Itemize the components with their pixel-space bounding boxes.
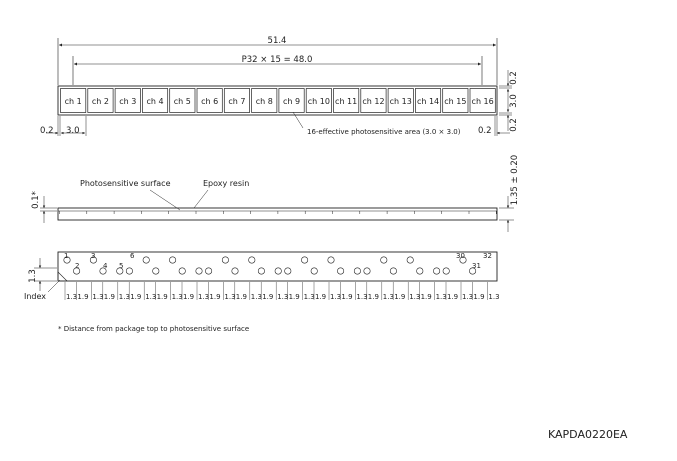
pitch-value: 1.9 (262, 293, 274, 301)
electrode-pad (364, 268, 370, 274)
element-width-label: 3.0 (66, 126, 80, 136)
bottom-height-label: 1.3 (28, 269, 38, 283)
pitch-value: 1.3 (330, 293, 342, 301)
epoxy-resin-label: Epoxy resin (203, 179, 250, 188)
pitch-value: 1.3 (224, 293, 236, 301)
channel-label: ch 1 (64, 97, 82, 106)
electrode-pad (285, 268, 291, 274)
channel-label: ch 15 (444, 97, 467, 106)
channel-element (279, 89, 304, 113)
package-outline-bottom (58, 252, 497, 281)
pitch-value: 1.3 (303, 293, 315, 301)
pitch-value: 1.9 (156, 293, 168, 301)
right-bottom-label: 0.2 (509, 118, 519, 132)
pin-number-2: 2 (75, 262, 80, 270)
channel-label: ch 11 (335, 97, 358, 106)
electrode-pad (169, 257, 175, 263)
electrode-pad (354, 268, 360, 274)
pin-number-31: 31 (472, 262, 481, 270)
pitch-value: 1.9 (288, 293, 300, 301)
electrode-pad (337, 268, 343, 274)
channel-label: ch 16 (471, 97, 494, 106)
package-side-outline (58, 208, 497, 220)
electrode-pad (153, 268, 159, 274)
pitch-value: 1.9 (183, 293, 195, 301)
channel-label: ch 9 (282, 97, 301, 106)
photosensitive-leader (150, 190, 180, 210)
channel-label: ch 2 (91, 97, 110, 106)
electrode-pad (443, 268, 449, 274)
right-top-label: 0.2 (509, 71, 519, 85)
electrode-pad (417, 268, 423, 274)
pitch-value: 1.9 (341, 293, 353, 301)
channel-label: ch 7 (228, 97, 246, 106)
bottom-view (24, 252, 500, 301)
electrode-pad (249, 257, 255, 263)
channel-label: ch 13 (389, 97, 412, 106)
right-margin-label: 0.2 (478, 126, 492, 136)
pitch-value: 1.9 (315, 293, 327, 301)
channel-element (361, 89, 386, 113)
channel-label: ch 6 (201, 97, 219, 106)
photosensitive-surface-label: Photosensitive surface (80, 179, 171, 188)
channel-element (224, 89, 249, 113)
pitch-value: 1.3 (435, 293, 447, 301)
pin-number-32: 32 (483, 252, 492, 260)
index-mark (58, 272, 67, 281)
channel-element (470, 89, 495, 113)
electrode-pad (390, 268, 396, 274)
channel-element (61, 89, 86, 113)
channel-element (334, 89, 359, 113)
channel-element (443, 89, 468, 113)
channel-label: ch 10 (307, 97, 330, 106)
pitch-value: 1.9 (103, 293, 115, 301)
electrode-pad (433, 268, 439, 274)
effective-area-leader (293, 112, 303, 128)
pin-number-30: 30 (456, 252, 465, 260)
pitch-value: 1.3 (118, 293, 130, 301)
channel-element (252, 89, 277, 113)
pitch-value: 1.3 (462, 293, 474, 301)
channel-label: ch 4 (146, 97, 164, 106)
electrode-pad (258, 268, 264, 274)
pitch-value: 1.3 (198, 293, 210, 301)
pitch-value: 1.9 (367, 293, 379, 301)
pitch-value: 1.3 (356, 293, 368, 301)
pitch-value: 1.3 (382, 293, 394, 301)
channel-element (142, 89, 167, 113)
right-height-label: 3.0 (509, 94, 519, 108)
pitch-value: 1.3 (277, 293, 289, 301)
pitch-value: 1.3 (250, 293, 262, 301)
channel-element (388, 89, 413, 113)
electrode-pad (328, 257, 334, 263)
electrode-pad (179, 268, 185, 274)
channel-element (415, 89, 440, 113)
pin-number-4: 4 (103, 262, 108, 270)
pitch-value: 1.3 (92, 293, 104, 301)
pad-pitch-labels (65, 282, 500, 301)
pin-number-5: 5 (119, 262, 124, 270)
depth-label: 0.1* (31, 191, 41, 209)
channel-element (115, 89, 140, 113)
electrode-pad (407, 257, 413, 263)
pitch-value: 1.9 (235, 293, 247, 301)
pin-number-1: 1 (64, 252, 69, 260)
channel-label: ch 8 (255, 97, 273, 106)
electrode-pad (205, 268, 211, 274)
pitch-value: 1.9 (209, 293, 221, 301)
channel-elements (61, 89, 496, 113)
electrode-pad (275, 268, 281, 274)
channel-label: ch 3 (119, 97, 137, 106)
channel-element (197, 89, 222, 113)
pitch-value: 1.3 (409, 293, 421, 301)
electrode-pad (232, 268, 238, 274)
pin-number-6: 6 (130, 252, 135, 260)
channel-element (306, 89, 331, 113)
channel-label: ch 5 (173, 97, 191, 106)
electrode-pad (301, 257, 307, 263)
effective-area-label: 16-effective photosensitive area (3.0 × 3.0) (307, 128, 461, 136)
electrode-pad (222, 257, 228, 263)
channel-label: ch 14 (416, 97, 440, 106)
electrode-pad (126, 268, 132, 274)
pitch-value: 1.9 (420, 293, 432, 301)
electrode-pads (64, 257, 476, 274)
pitch-value: 1.9 (77, 293, 89, 301)
electrode-pad (381, 257, 387, 263)
channel-element (88, 89, 113, 113)
channel-element (170, 89, 195, 113)
pitch-value: 1.3 (488, 293, 500, 301)
pitch-value: 1.9 (473, 293, 485, 301)
electrode-pad (311, 268, 317, 274)
pitch-value: 1.9 (447, 293, 459, 301)
pin-number-3: 3 (91, 252, 96, 260)
electrode-pad (143, 257, 149, 263)
pitch-value: 1.9 (394, 293, 406, 301)
overall-length-label: 51.4 (267, 36, 287, 46)
pitch-value: 1.9 (130, 293, 142, 301)
index-leader (48, 280, 60, 292)
footnote: * Distance from package top to photosensitive surface (58, 325, 250, 333)
top-view (40, 36, 519, 136)
side-element-ticks (60, 211, 497, 214)
pitch-value: 1.3 (145, 293, 157, 301)
electrode-pad (196, 268, 202, 274)
pitch-value: 1.3 (171, 293, 183, 301)
thickness-label: 1.35 ± 0.20 (510, 154, 520, 206)
index-label: Index (24, 292, 47, 301)
left-margin-label: 0.2 (40, 126, 54, 136)
side-view (31, 155, 520, 232)
pitch-value: 1.3 (66, 293, 78, 301)
drawing-code: KAPDA0220EA (548, 428, 628, 441)
channel-label: ch 12 (362, 97, 385, 106)
pitch-label: P32 × 15 = 48.0 (241, 55, 313, 65)
epoxy-leader (194, 190, 208, 208)
